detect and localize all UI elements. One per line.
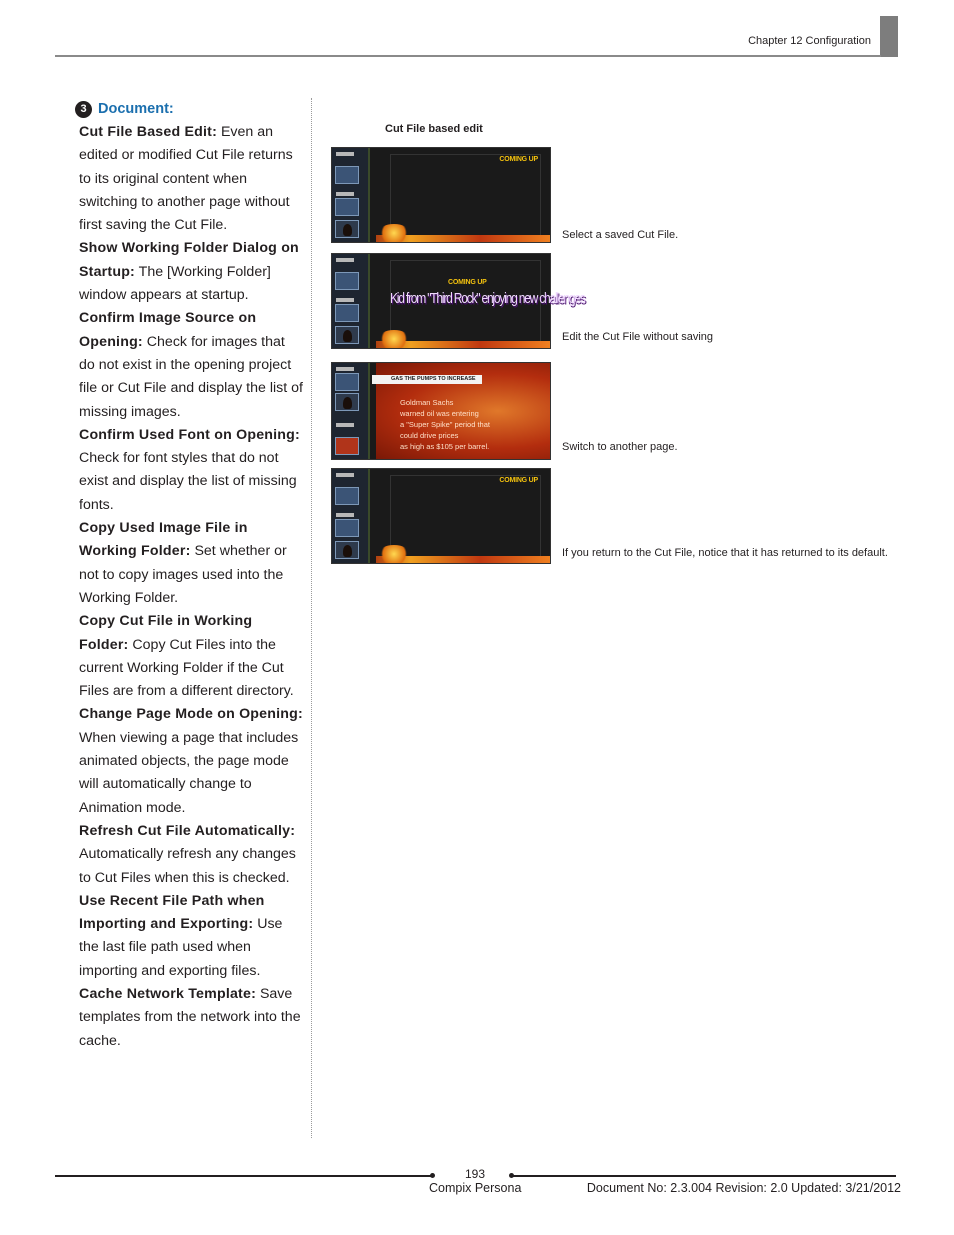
page-canvas [376,254,585,348]
screenshot-step-3 [331,362,551,460]
thumbnail-image [335,487,359,505]
setting-entry-cache-network-template: Cache Network Template: Save templates from the network into the cache. [79,985,301,1049]
step-3-caption: Switch to another page. [562,441,678,453]
step-2-caption: Edit the Cut File without saving [562,331,714,343]
thumbnail-image [335,220,359,238]
thumbnail-image [335,393,359,411]
thumbnail-strip [332,254,370,348]
coming-up-overlay: COMING UP [499,477,538,484]
setting-entry-confirm-image-source: Confirm Image Source on Opening: Check for images that do not exist in the opening project file or Cut File and display the list of missing images. [79,310,303,420]
footer-rule-right [512,1175,896,1177]
edited-headline: Kid from "Third Rock" enjoying new challenges [390,289,585,307]
thumbnail-image [335,437,359,455]
thumbnail-image [335,541,359,559]
setting-entry-copy-used-image: Copy Used Image File in Working Folder: Set whether or not to copy images used into the Working Folder. [79,520,287,606]
thumbnail-image [335,198,359,216]
thumbnail-strip [332,148,370,242]
footer-dot-left [430,1173,435,1178]
thumbnail-image [335,304,359,322]
figure-title: Cut File based edit [385,123,483,135]
screenshot-step-4 [331,468,551,564]
thumbnail-image [335,519,359,537]
section-title [75,98,303,121]
screenshot-step-1 [331,147,551,243]
step-1-caption: Select a saved Cut File. [562,229,679,241]
thumbnail-image [335,373,359,391]
page-canvas [376,363,550,459]
setting-entry-change-page-mode: Change Page Mode on Opening: When viewing a page that includes animated objects, the page mode will automatically change to Animation mode. [79,706,303,816]
setting-entry-use-recent-file-path: Use Recent File Path when Importing and Exporting: Use the last file path used when importing and exporting files. [79,892,283,979]
thumbnail-strip [332,363,370,459]
chapter-heading: Chapter 12 Configuration [748,35,871,47]
step-4-caption: If you return to the Cut File, notice that it has returned to its default. [562,547,888,559]
setting-entry-show-working-folder: Show Working Folder Dialog on Startup: The [Working Folder] window appears at startup. [79,240,299,304]
thumbnail-image [335,166,359,184]
setting-entry-refresh-cut-file: Refresh Cut File Automatically: Automatically refresh any changes to Cut Files when this is checked. [79,822,296,886]
thumbnail-strip [332,469,370,563]
page-canvas [376,148,550,242]
screenshot-step-2 [331,253,585,349]
product-name: Compix Persona [429,1181,522,1195]
header-tab-marker [880,16,898,57]
settings-description-column [79,98,303,1053]
news-banner: GAS THE PUMPS TO INCREASE [372,375,482,384]
section-number-badge: 3 [75,101,92,118]
news-body: Goldman Sachs warned oil was entering a "Super Spike" period that could drive prices as high as $105 per barrel. [400,398,490,451]
thumbnail-image [335,326,359,344]
setting-entry-cut-file-based-edit: Cut File Based Edit: Even an edited or modified Cut File returns to its original content when switching to another page without first saving the Cut File. [79,124,293,234]
setting-entry-copy-cut-file: Copy Cut File in Working Folder: Copy Cut Files into the current Working Folder if the Cut Files are from a different directory. [79,613,294,700]
footer-rule-left [55,1175,433,1177]
page-number: 193 [465,1167,486,1181]
header-rule [55,55,881,57]
document-info: Document No: 2.3.004 Revision: 2.0 Updated: 3/21/2012 [586,1181,901,1195]
thumbnail-image [335,272,359,290]
coming-up-overlay: COMING UP [448,279,487,286]
setting-entry-confirm-used-font: Confirm Used Font on Opening: Check for font styles that do not exist and display the list of missing fonts. [79,426,300,513]
section-title-text: Document: [98,101,174,117]
column-divider [311,98,312,1138]
page-canvas [376,469,550,563]
coming-up-overlay: COMING UP [499,156,538,163]
